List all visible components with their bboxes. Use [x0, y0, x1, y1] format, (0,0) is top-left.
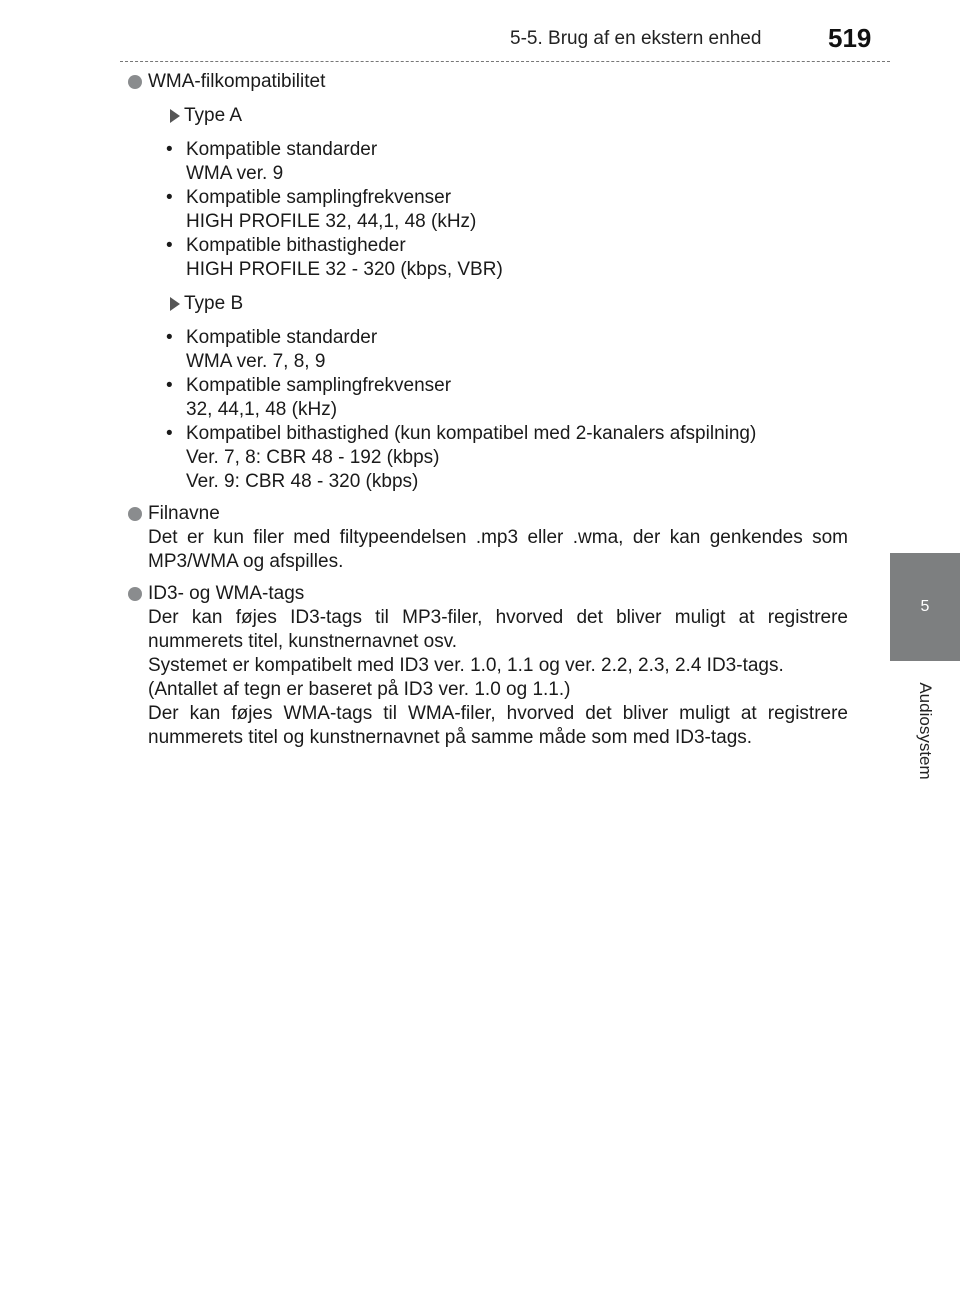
chapter-label: Audiosystem [916, 682, 935, 780]
chapter-number: 5 [920, 598, 930, 615]
dot-bullet-icon: • [166, 187, 173, 208]
header-divider [120, 61, 890, 62]
item-value: WMA ver. 9 [186, 163, 284, 184]
dot-bullet-icon: • [166, 375, 173, 396]
tags-heading: ID3- og WMA-tags [148, 583, 305, 604]
list-item [148, 186, 848, 234]
filnavne-heading: Filnavne [148, 503, 220, 524]
dot-bullet-icon: • [166, 139, 173, 160]
circle-bullet-icon [128, 507, 142, 521]
tags-section [128, 582, 848, 750]
item-label: Kompatible samplingfrekvenser [186, 375, 452, 396]
list-item [148, 138, 848, 186]
dot-bullet-icon: • [166, 327, 173, 348]
page-number: 519 [828, 23, 872, 53]
tags-paragraph: (Antallet af tegn er baseret på ID3 ver. 1.0 og 1.1.) [148, 679, 571, 700]
section-title: 5-5. Brug af en ekstern enhed [510, 28, 762, 49]
list-item [148, 234, 848, 282]
item-value: Ver. 9: CBR 48 - 320 (kbps) [186, 471, 419, 492]
type-a-subheading [148, 104, 848, 128]
circle-bullet-icon [128, 587, 142, 601]
item-value: WMA ver. 7, 8, 9 [186, 351, 326, 372]
triangle-arrow-icon [170, 297, 180, 311]
filnavne-section [128, 502, 848, 574]
triangle-arrow-icon [170, 109, 180, 123]
item-value: HIGH PROFILE 32 - 320 (kbps, VBR) [186, 259, 503, 280]
item-value: 32, 44,1, 48 (kHz) [186, 399, 338, 420]
item-label: Kompatible samplingfrekvenser [186, 187, 452, 208]
item-value: Ver. 7, 8: CBR 48 - 192 (kbps) [186, 447, 440, 468]
type-a-list [148, 138, 848, 282]
tags-paragraph: Systemet er kompatibelt med ID3 ver. 1.0, 1.1 og ver. 2.2, 2.3, 2.4 ID3-tags. [148, 655, 784, 676]
type-a-label: Type A [184, 105, 243, 126]
list-item [148, 326, 848, 374]
filnavne-text: Det er kun filer med filtypeendelsen .mp3 eller .wma, der kan genkendes som MP3/WMA og afspilles. [148, 527, 848, 572]
circle-bullet-icon [128, 75, 142, 89]
wma-heading: WMA-filkompatibilitet [148, 71, 326, 92]
dot-bullet-icon: • [166, 423, 173, 444]
item-label: Kompatible bithastigheder [186, 235, 406, 256]
list-item [148, 422, 848, 494]
type-b-label: Type B [184, 293, 244, 314]
dot-bullet-icon: • [166, 235, 173, 256]
item-label: Kompatibel bithastighed (kun kompatibel med 2-kanalers afspilning) [186, 423, 757, 444]
type-b-subheading [148, 292, 848, 316]
item-label: Kompatible standarder [186, 327, 378, 348]
wma-section [128, 70, 848, 494]
page-content [128, 70, 848, 758]
list-item [148, 374, 848, 422]
item-label: Kompatible standarder [186, 139, 378, 160]
tags-paragraph: Der kan føjes WMA-tags til WMA-filer, hvorved det bliver muligt at registrere nummerets titel og kunstnernavnet på samme måde som med ID3-tags. [148, 703, 848, 748]
tags-paragraph: Der kan føjes ID3-tags til MP3-filer, hvorved det bliver muligt at registrere nummerets titel, kunstnernavnet osv. [148, 607, 848, 652]
side-tab-background [890, 0, 960, 553]
item-value: HIGH PROFILE 32, 44,1, 48 (kHz) [186, 211, 477, 232]
type-b-list [148, 326, 848, 494]
